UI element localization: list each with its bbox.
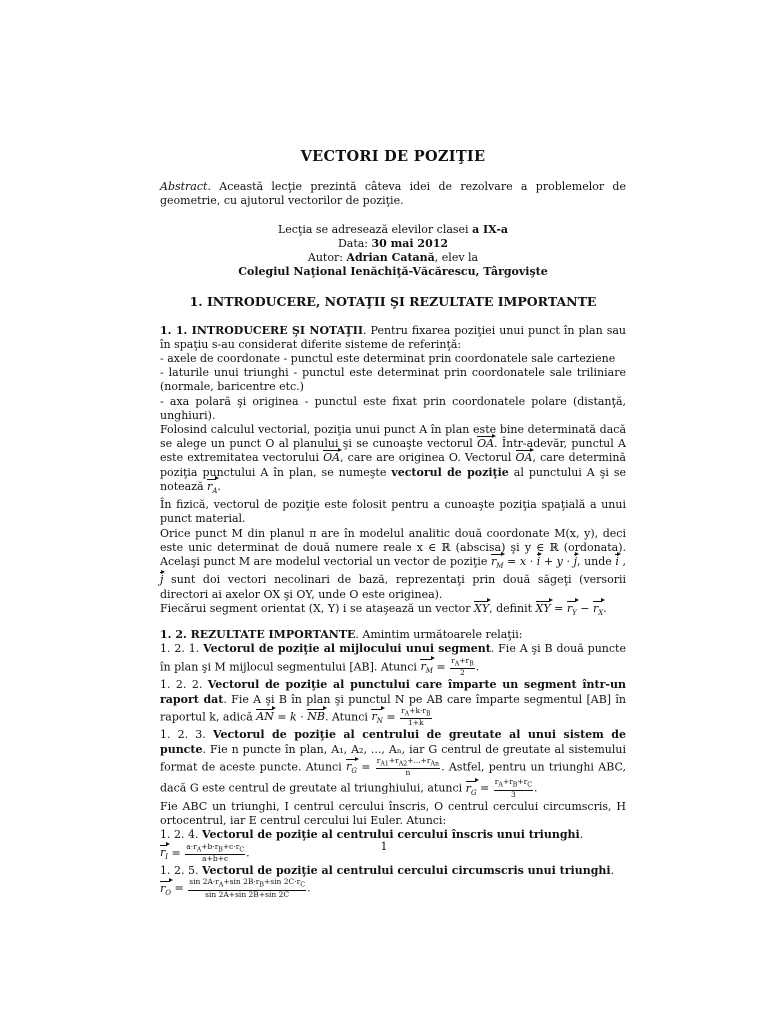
s11-paragraph-1: 1. 1. INTRODUCERE ŞI NOTAŢII. Pentru fixarea poziţiei unui punct în plan sau în spaţiu s-au considerat diferite sisteme de referinţă: [160,323,626,351]
result-1-2-2: 1. 2. 2. Vectorul de poziţie al punctului care împarte un segment într-un raport dat. Fie A şi B în plan şi punctul N pe AB care împarte segmentul [AB] în raportul k, adică AN = k · NB. Atunci $r_N$ = $\frac{r_A+k\cdot r_B}{1+k}$ [160,678,626,728]
s11-paragraph-2: Folosind calculul vectorial, poziţia unui punct A în plan este bine determinată dacă se alege un punct O al planului şi se cunoaşte vectorul OA. Într-adevăr, punctul A este extremitatea vectorului OA, care are originea O. Vectorul OA, care determină poziţia punctului A în plan, se numeşte vectorul de poziţie al punctului A şi se notează $r_A$. [160,423,626,498]
s12-intro: 1. 2. REZULTATE IMPORTANTE. Amintim următoarele relaţii: [160,628,523,642]
author-line: Autor: Adrian Catană, elev la [307,251,479,265]
page-content [160,150,626,900]
triangle-centers-intro: Fie ABC un triunghi, I centrul cercului înscris, O centrul cercului circumscris, H ortocentrul, iar E centrul cercului lui Euler. Atunci: [160,800,626,828]
result-1-2-5: 1. 2. 5. Vectorul de poziţie al centrului cercului circumscris unui triunghi. $r_O$ = $\frac{\sin 2A\cdot r_A+\sin 2B\cdot r_B+\sin 2C\cdot r_C}{\sin 2A+\sin 2B+\sin 2C}$ . [160,864,615,899]
abstract-text: Această lecţie prezintă câteva idei de rezolvare a problemelor de geometrie, cu ajutorul vectorilor de poziţie. [160,180,626,208]
result-1-2-4: 1. 2. 4. Vectorul de poziţie al centrului cercului înscris unui triunghi. $r_I$ = $\frac{a\cdot r_A+b\cdot r_B+c\cdot r_C}{a+b+c}$ . [160,828,584,864]
s11-list-item-1: - axele de coordonate - punctul este determinat prin coordonatele sale carteziene [160,352,616,366]
s11-paragraph-5: Fiecărui segment orientat (X, Y) i se ataşează un vector XY, definit XY = $r_Y - r_X$. [160,602,626,620]
abstract-label: Abstract. [160,180,211,194]
date-line: Data: 30 mai 2012 [337,236,449,250]
page-number: 1 [380,840,388,853]
result-1-2-1: 1. 2. 1. Vectorul de poziţie al mijlocului unui segment. Fie A şi B două puncte în plan şi M mijlocul segmentului [AB]. Atunci $r_M$ = $\frac{r_A+r_B}{2}$ . [160,642,626,678]
s11-paragraph-3: În fizică, vectorul de poziţie este folosit pentru a cunoaşte poziţia spaţială a unui punct material. [160,498,626,526]
school-line: Colegiul Naţional Ienăchiţă-Văcărescu, Târgovişte [238,265,548,279]
result-1-2-3: 1. 2. 3. Vectorul de poziţie al centrului de greutate al unui sistem de puncte. Fie n puncte în plan, A₁, A₂, ..., Aₙ, iar G centrul de greutate al sistemului format de aceste puncte. Atunci $r_G$ = $\frac{r_{A1}+r_{A2}+...+r_{An}}{n}$ . Astfel, pentru un triunghi ABC, dacă G este centrul de greutate al triunghiului, atunci $r_G$ = $\frac{r_A+r_B+r_C}{3}$ . [160,728,627,799]
section-1-2 [160,628,626,900]
vector-OA: OA [477,437,495,451]
lesson-info [160,223,626,280]
abstract [160,180,626,208]
s11-list-item-3: - axa polară şi originea - punctul este fixat prin coordonatele polare (distanţă, unghiuri). [160,394,626,422]
s11-list-item-2: - laturile unui triunghi - punctul este determinat prin coordonatele sale triliniare (normale, baricentre etc.) [160,366,626,394]
section-1-1 [160,324,626,621]
s11-paragraph-4: Orice punct M din planul π are în modelul analitic două coordonate M(x, y), deci este unic determinat de două numere reale x ∈ ℝ (abscisa) şi y ∈ ℝ (ordonata). Acelaşi punct M are modelul vectorial un vector de poziţie $r_M = x \cdot i + y \cdot j$, unde i , j sunt doi vectori necolinari de bază, reprezentaţi prin două săgeţi (versorii directori ai axelor OX şi OY, unde O este originea). [160,526,627,601]
section-1-title: 1. INTRODUCERE, NOTAŢII ŞI REZULTATE IMPORTANTE [189,294,597,310]
audience-line: Lecţia se adresează elevilor clasei a IX-a [277,222,509,236]
document-title: VECTORI DE POZIŢIE [300,148,486,165]
